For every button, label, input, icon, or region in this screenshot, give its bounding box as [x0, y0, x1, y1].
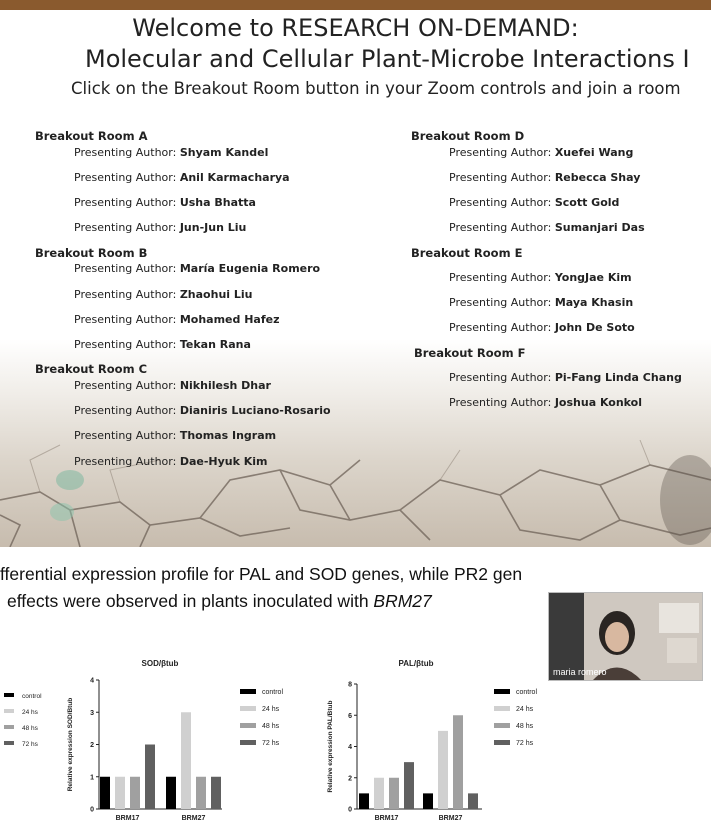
- legend-swatch: [240, 740, 256, 745]
- presenting-author: Presenting Author: Anil Karmacharya: [74, 171, 290, 184]
- breakout-room-b-heading: Breakout Room B: [35, 246, 148, 260]
- presenting-author: Presenting Author: Tekan Rana: [74, 338, 251, 351]
- presenting-author: Presenting Author: Mohamed Hafez: [74, 313, 280, 326]
- x-tick-label: BRM17: [115, 815, 140, 822]
- legend-swatch: [494, 740, 510, 745]
- presenting-author: Presenting Author: Sumanjari Das: [449, 221, 645, 234]
- legend-swatch: [494, 706, 510, 711]
- breakout-room-a-heading: Breakout Room A: [35, 129, 148, 143]
- legend-swatch: [240, 723, 256, 728]
- bar: [181, 712, 191, 809]
- legend-label: 72 hs: [262, 740, 280, 747]
- bar: [389, 778, 399, 809]
- y-tick-label: 4: [90, 677, 94, 685]
- legend-label: 24 hs: [22, 709, 38, 716]
- legend-label: 72 hs: [516, 740, 534, 747]
- breakout-room-d-heading: Breakout Room D: [411, 129, 525, 143]
- legend-swatch: [494, 689, 510, 694]
- slide-title-line2: Molecular and Cellular Plant-Microbe Interactions I: [85, 45, 690, 73]
- legend-label: 48 hs: [22, 725, 38, 732]
- presenting-author: Presenting Author: Scott Gold: [449, 196, 620, 209]
- bar: [166, 777, 176, 809]
- bar: [404, 762, 414, 809]
- breakout-room-e-heading: Breakout Room E: [411, 246, 523, 260]
- y-axis-label: Relative expression PAL/Btub: [327, 700, 334, 793]
- presenting-author: Presenting Author: Joshua Konkol: [449, 396, 643, 409]
- y-tick-label: 0: [348, 806, 352, 814]
- legend-swatch: [4, 693, 14, 697]
- presenting-author: Presenting Author: Shyam Kandel: [74, 146, 269, 159]
- y-axis-label: Relative expression SOD/Btub: [67, 697, 74, 792]
- caption-line2: effects were observed in plants inoculated with BRM27: [7, 591, 432, 611]
- breakout-room-c-heading: Breakout Room C: [35, 362, 148, 376]
- bar: [196, 777, 206, 809]
- bar: [438, 731, 448, 809]
- slide-top-bar: [0, 0, 711, 10]
- y-tick-label: 3: [90, 709, 94, 717]
- x-tick-label: BRM27: [181, 815, 206, 822]
- presenting-author: Presenting Author: YongJae Kim: [449, 271, 632, 284]
- legend-swatch: [4, 725, 14, 729]
- legend-label: 48 hs: [262, 723, 280, 730]
- presenting-author: Presenting Author: Usha Bhatta: [74, 196, 256, 209]
- x-tick-label: BRM17: [374, 815, 399, 822]
- bar: [359, 793, 369, 809]
- x-tick-label: BRM27: [438, 815, 463, 822]
- bar: [211, 777, 221, 809]
- slide-title-line1: Welcome to RESEARCH ON-DEMAND:: [132, 14, 579, 42]
- breakout-room-f-heading: Breakout Room F: [414, 346, 526, 360]
- y-tick-label: 8: [348, 681, 352, 689]
- legend-swatch: [494, 723, 510, 728]
- presenting-author: Presenting Author: Zhaohui Liu: [74, 288, 253, 301]
- legend-label: 24 hs: [262, 706, 280, 713]
- y-tick-label: 4: [348, 744, 352, 751]
- presenting-author: Presenting Author: María Eugenia Romero: [74, 262, 321, 275]
- presenting-author: Presenting Author: Rebecca Shay: [449, 171, 641, 184]
- presenting-author: Presenting Author: Thomas Ingram: [74, 429, 277, 442]
- bar: [423, 793, 433, 809]
- bar: [115, 777, 125, 809]
- chart-title: SOD/βtub: [141, 659, 179, 668]
- y-tick-label: 2: [348, 775, 352, 783]
- participant-name-label: maria romero: [553, 667, 607, 677]
- slide-instruction: Click on the Breakout Room button in your Zoom controls and join a room: [71, 79, 681, 98]
- legend-label: control: [262, 689, 284, 696]
- caption-line1: fferential expression profile for PAL and SOD genes, while PR2 gen: [0, 564, 523, 584]
- bar: [100, 777, 110, 809]
- y-tick-label: 0: [90, 806, 94, 814]
- presenting-author: Presenting Author: Pi-Fang Linda Chang: [449, 371, 682, 384]
- legend-swatch: [240, 689, 256, 694]
- bar: [145, 745, 155, 810]
- legend-label: 72 hs: [22, 741, 38, 748]
- legend-label: 24 hs: [516, 706, 534, 713]
- bar: [374, 778, 384, 809]
- presenting-author: Presenting Author: John De Soto: [449, 321, 635, 334]
- presenting-author: Presenting Author: Maya Khasin: [449, 296, 634, 309]
- y-tick-label: 2: [90, 742, 94, 749]
- legend-label: control: [516, 689, 538, 696]
- presenting-author: Presenting Author: Jun-Jun Liu: [74, 221, 247, 234]
- bar: [468, 793, 478, 809]
- legend-label: control: [22, 693, 42, 700]
- legend-swatch: [4, 709, 14, 713]
- chart-title: PAL/βtub: [398, 659, 434, 668]
- legend-label: 48 hs: [516, 723, 534, 730]
- participant-video-thumbnail[interactable]: [548, 592, 703, 681]
- presenting-author: Presenting Author: Xuefei Wang: [449, 146, 634, 159]
- y-tick-label: 6: [348, 712, 352, 720]
- y-tick-label: 1: [90, 774, 94, 782]
- presenting-author: Presenting Author: Dianiris Luciano-Rosario: [74, 404, 331, 417]
- legend-swatch: [240, 706, 256, 711]
- presenting-author: Presenting Author: Nikhilesh Dhar: [74, 379, 271, 392]
- bar: [453, 715, 463, 809]
- legend-swatch: [4, 741, 14, 745]
- sod-expression-chart: [0, 652, 330, 831]
- bar: [130, 777, 140, 809]
- presenting-author: Presenting Author: Dae-Hyuk Kim: [74, 455, 268, 468]
